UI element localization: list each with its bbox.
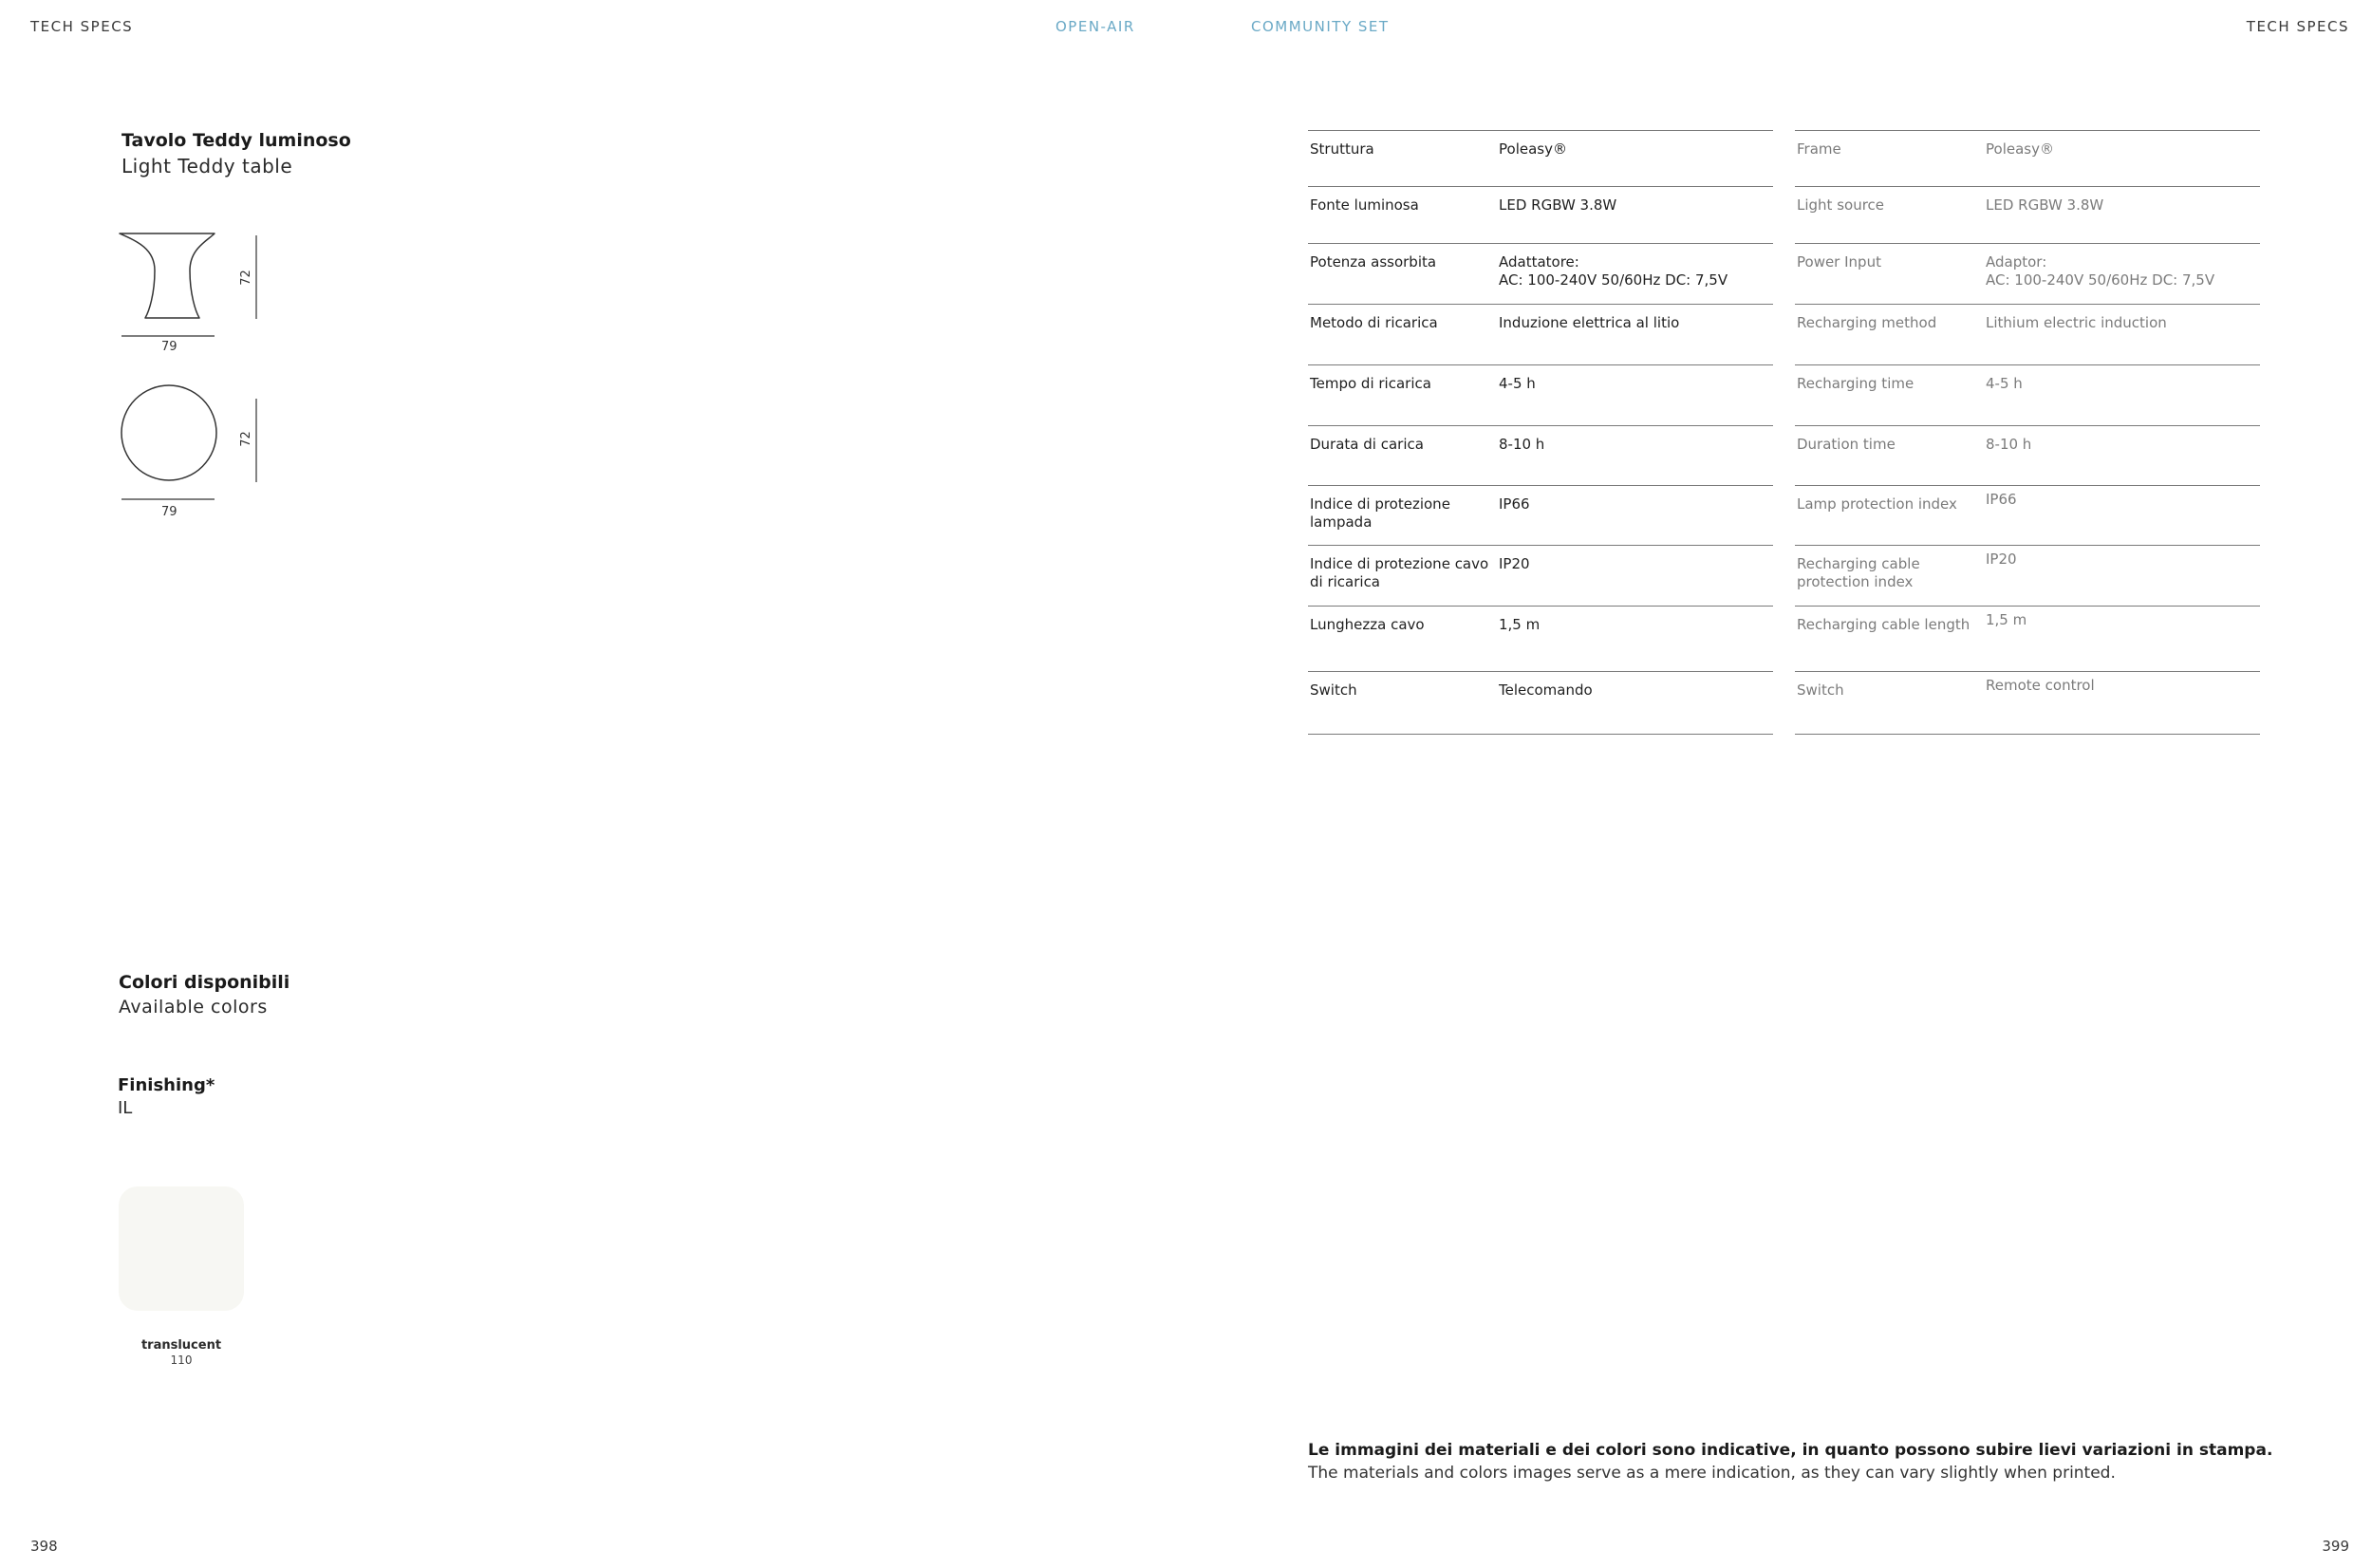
spec-row bbox=[1308, 485, 1773, 545]
spec-row bbox=[1308, 186, 1773, 243]
specs-table-italian bbox=[1308, 130, 1773, 735]
top-height-label: 72 bbox=[238, 431, 253, 447]
page-number-left: 398 bbox=[30, 1538, 58, 1555]
spec-value: Poleasy® bbox=[1499, 140, 1567, 158]
spec-value: Telecomando bbox=[1499, 681, 1593, 699]
spec-row bbox=[1308, 425, 1773, 485]
top-width-label: 79 bbox=[161, 505, 177, 519]
spec-value: Lithium electric induction bbox=[1986, 314, 2167, 331]
specs-table-english bbox=[1795, 130, 2260, 735]
product-title-en: Light Teddy table bbox=[121, 155, 293, 177]
spec-label: Indice di protezione cavo di ricarica bbox=[1310, 555, 1489, 590]
header-left: TECH SPECS bbox=[30, 18, 134, 35]
spec-label: Durata di carica bbox=[1310, 436, 1424, 453]
spec-value: Adattatore: AC: 100-240V 50/60Hz DC: 7,5V bbox=[1499, 253, 1728, 289]
spec-value: 4-5 h bbox=[1986, 375, 2023, 392]
spec-value: Remote control bbox=[1986, 677, 2095, 694]
finishing-code: IL bbox=[118, 1098, 133, 1118]
spec-label: Duration time bbox=[1797, 436, 1896, 453]
spec-value: 8-10 h bbox=[1499, 436, 1545, 453]
spec-row bbox=[1308, 606, 1773, 671]
spec-value: LED RGBW 3.8W bbox=[1499, 196, 1617, 214]
spec-label: Struttura bbox=[1310, 140, 1374, 158]
spec-label: Frame bbox=[1797, 140, 1841, 158]
header-section-community-set: COMMUNITY SET bbox=[1251, 18, 1390, 35]
spec-label: Switch bbox=[1797, 681, 1844, 699]
spec-value: Induzione elettrica al litio bbox=[1499, 314, 1680, 331]
spec-value: IP20 bbox=[1986, 551, 2017, 568]
spec-value: IP66 bbox=[1986, 491, 2017, 508]
spec-label: Recharging cable protection index bbox=[1797, 555, 1920, 590]
footnote-en: The materials and colors images serve as a mere indication, as they can vary slightly when printed. bbox=[1308, 1464, 2116, 1483]
product-title-block bbox=[121, 130, 351, 177]
spec-row bbox=[1795, 364, 2260, 425]
spec-row bbox=[1795, 186, 2260, 243]
spec-row bbox=[1795, 485, 2260, 545]
spec-row bbox=[1795, 130, 2260, 186]
header-section-open-air: OPEN-AIR bbox=[1055, 18, 1135, 35]
spec-value: 1,5 m bbox=[1986, 611, 2027, 628]
spec-row bbox=[1308, 364, 1773, 425]
colors-section-title bbox=[119, 972, 289, 1017]
spec-row bbox=[1308, 243, 1773, 304]
finishing-label: Finishing* bbox=[118, 1075, 215, 1095]
spec-row bbox=[1795, 545, 2260, 606]
spec-value: Poleasy® bbox=[1986, 140, 2054, 158]
side-width-label: 79 bbox=[161, 340, 177, 354]
spec-row bbox=[1795, 243, 2260, 304]
finishing-block bbox=[118, 1075, 215, 1118]
spec-row bbox=[1308, 545, 1773, 606]
spec-label: Power Input bbox=[1797, 253, 1881, 271]
spec-row bbox=[1308, 130, 1773, 186]
spec-row bbox=[1795, 304, 2260, 364]
spec-label: Light source bbox=[1797, 196, 1885, 214]
spec-label: Recharging time bbox=[1797, 375, 1914, 392]
spec-row bbox=[1308, 304, 1773, 364]
spec-value: Adaptor: AC: 100-240V 50/60Hz DC: 7,5V bbox=[1986, 253, 2215, 289]
colors-title-it: Colori disponibili bbox=[119, 972, 290, 993]
spec-row bbox=[1795, 425, 2260, 485]
spec-label: Fonte luminosa bbox=[1310, 196, 1419, 214]
spec-label: Lamp protection index bbox=[1797, 495, 1957, 513]
side-height-label: 72 bbox=[238, 270, 253, 286]
spec-value: LED RGBW 3.8W bbox=[1986, 196, 2104, 214]
footnote-it: Le immagini dei materiali e dei colori sono indicative, in quanto possono subire lievi variazioni in stampa. bbox=[1308, 1441, 2273, 1460]
spec-value: 8-10 h bbox=[1986, 436, 2032, 453]
color-swatch-translucent bbox=[119, 1186, 244, 1311]
spec-label: Metodo di ricarica bbox=[1310, 314, 1438, 331]
swatch-name: translucent bbox=[140, 1338, 222, 1353]
spec-label: Indice di protezione lampada bbox=[1310, 495, 1450, 531]
product-title-it: Tavolo Teddy luminoso bbox=[121, 130, 351, 151]
swatch-code: 110 bbox=[170, 1353, 193, 1367]
spec-value: 4-5 h bbox=[1499, 375, 1536, 392]
colors-title-en: Available colors bbox=[119, 997, 268, 1017]
spec-label: Lunghezza cavo bbox=[1310, 616, 1425, 633]
spec-row bbox=[1795, 671, 2260, 735]
spec-value: IP20 bbox=[1499, 555, 1530, 572]
spec-value: IP66 bbox=[1499, 495, 1530, 513]
spec-label: Recharging method bbox=[1797, 314, 1937, 331]
spec-label: Recharging cable length bbox=[1797, 616, 1970, 633]
spec-row bbox=[1308, 671, 1773, 735]
spec-label: Tempo di ricarica bbox=[1310, 375, 1431, 392]
header-right: TECH SPECS bbox=[2246, 18, 2349, 35]
spec-row bbox=[1795, 606, 2260, 671]
spec-label: Switch bbox=[1310, 681, 1357, 699]
page-number-right: 399 bbox=[2322, 1538, 2349, 1555]
spec-label: Potenza assorbita bbox=[1310, 253, 1437, 271]
spec-value: 1,5 m bbox=[1499, 616, 1541, 633]
